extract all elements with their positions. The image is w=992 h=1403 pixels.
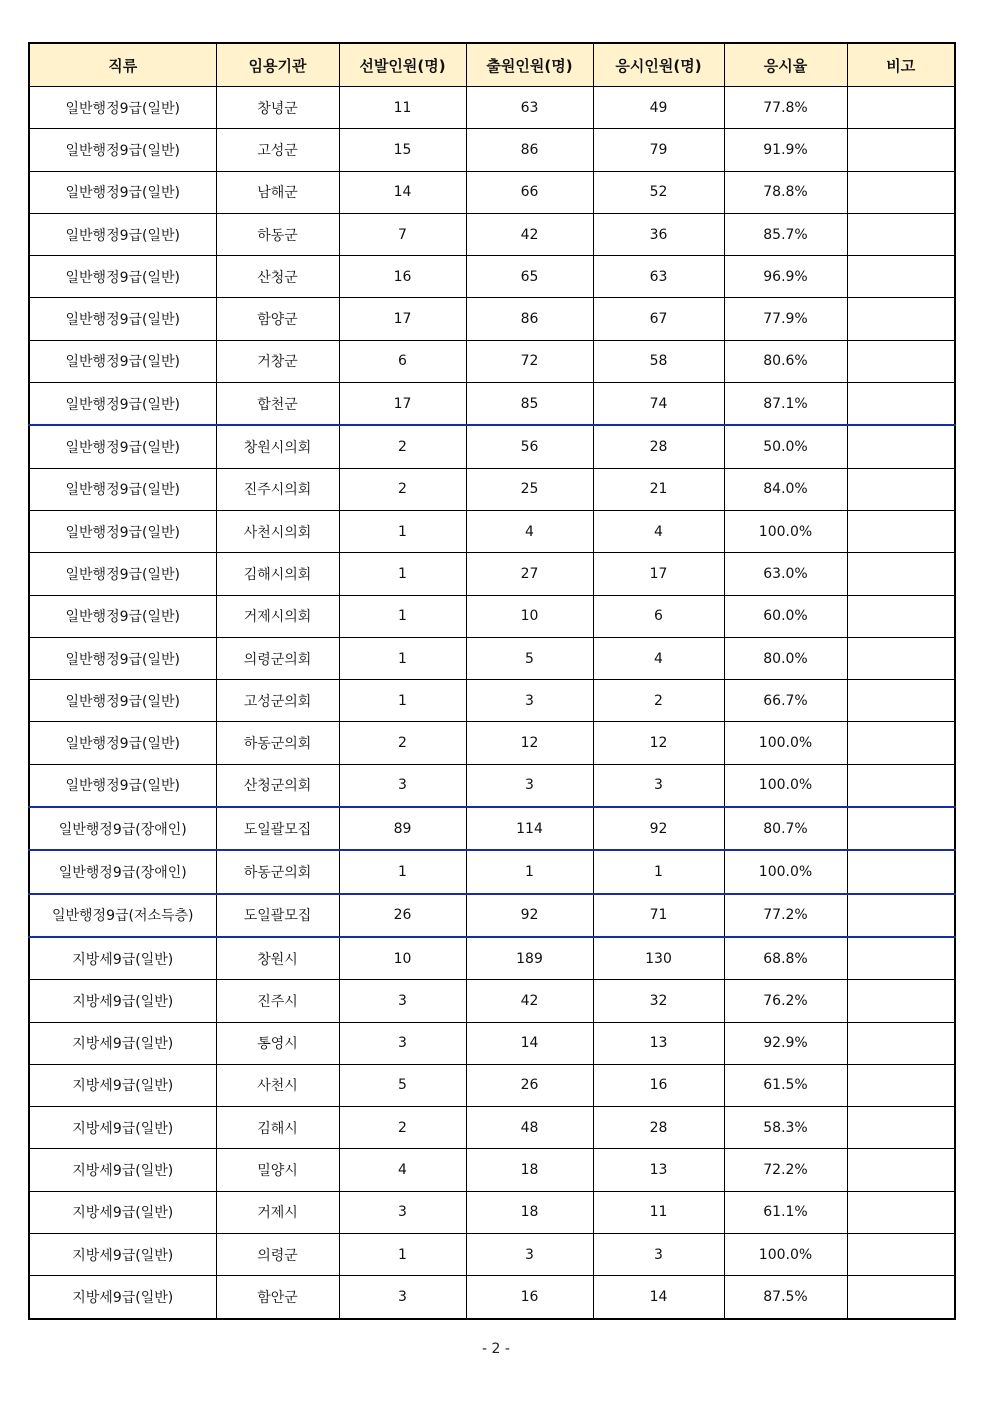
header-selected-count: 선발인원(명) bbox=[339, 43, 466, 87]
cell-selected-count: 3 bbox=[339, 1276, 466, 1319]
cell-attendance-rate: 77.9% bbox=[724, 298, 847, 340]
cell-organization: 하동군 bbox=[216, 213, 339, 255]
cell-job-type: 일반행정9급(일반) bbox=[29, 383, 216, 426]
table-row bbox=[29, 937, 955, 980]
cell-note bbox=[847, 510, 955, 552]
cell-organization: 합천군 bbox=[216, 383, 339, 426]
cell-organization: 산청군 bbox=[216, 256, 339, 298]
cell-selected-count: 2 bbox=[339, 468, 466, 510]
cell-organization: 김해시의회 bbox=[216, 553, 339, 595]
cell-note bbox=[847, 680, 955, 722]
cell-selected-count: 17 bbox=[339, 298, 466, 340]
applicant-stats-table bbox=[28, 42, 956, 1320]
cell-job-type: 일반행정9급(일반) bbox=[29, 680, 216, 722]
cell-applied-count: 42 bbox=[466, 213, 593, 255]
cell-organization: 창원시 bbox=[216, 937, 339, 980]
cell-applied-count: 3 bbox=[466, 680, 593, 722]
cell-attended-count: 74 bbox=[593, 383, 724, 426]
cell-attended-count: 6 bbox=[593, 595, 724, 637]
cell-attended-count: 3 bbox=[593, 1234, 724, 1276]
cell-organization: 창녕군 bbox=[216, 87, 339, 129]
cell-attended-count: 11 bbox=[593, 1191, 724, 1233]
cell-selected-count: 1 bbox=[339, 850, 466, 893]
table-row bbox=[29, 764, 955, 807]
cell-selected-count: 3 bbox=[339, 1022, 466, 1064]
cell-organization: 도일괄모집 bbox=[216, 807, 339, 850]
cell-attended-count: 13 bbox=[593, 1149, 724, 1191]
table-row bbox=[29, 553, 955, 595]
cell-organization: 고성군 bbox=[216, 129, 339, 171]
cell-organization: 진주시 bbox=[216, 980, 339, 1022]
cell-job-type: 지방세9급(일반) bbox=[29, 1107, 216, 1149]
cell-attended-count: 2 bbox=[593, 680, 724, 722]
cell-selected-count: 3 bbox=[339, 764, 466, 807]
cell-selected-count: 7 bbox=[339, 213, 466, 255]
cell-attendance-rate: 68.8% bbox=[724, 937, 847, 980]
cell-selected-count: 26 bbox=[339, 894, 466, 937]
cell-organization: 거제시의회 bbox=[216, 595, 339, 637]
cell-attendance-rate: 61.5% bbox=[724, 1064, 847, 1106]
cell-note bbox=[847, 425, 955, 468]
cell-organization: 밀양시 bbox=[216, 1149, 339, 1191]
table-row bbox=[29, 637, 955, 679]
cell-job-type: 지방세9급(일반) bbox=[29, 1064, 216, 1106]
table-row bbox=[29, 468, 955, 510]
cell-attended-count: 4 bbox=[593, 510, 724, 552]
header-attendance-rate: 응시율 bbox=[724, 43, 847, 87]
cell-attended-count: 92 bbox=[593, 807, 724, 850]
cell-applied-count: 18 bbox=[466, 1191, 593, 1233]
cell-note bbox=[847, 87, 955, 129]
cell-note bbox=[847, 980, 955, 1022]
table-row bbox=[29, 1107, 955, 1149]
cell-applied-count: 92 bbox=[466, 894, 593, 937]
cell-attended-count: 17 bbox=[593, 553, 724, 595]
cell-attended-count: 71 bbox=[593, 894, 724, 937]
cell-selected-count: 1 bbox=[339, 595, 466, 637]
cell-note bbox=[847, 1022, 955, 1064]
cell-selected-count: 5 bbox=[339, 1064, 466, 1106]
cell-job-type: 일반행정9급(일반) bbox=[29, 468, 216, 510]
cell-note bbox=[847, 340, 955, 382]
cell-attendance-rate: 100.0% bbox=[724, 1234, 847, 1276]
cell-attendance-rate: 50.0% bbox=[724, 425, 847, 468]
cell-note bbox=[847, 1276, 955, 1319]
cell-attended-count: 28 bbox=[593, 1107, 724, 1149]
cell-job-type: 일반행정9급(일반) bbox=[29, 340, 216, 382]
cell-note bbox=[847, 1107, 955, 1149]
cell-note bbox=[847, 1234, 955, 1276]
cell-applied-count: 3 bbox=[466, 764, 593, 807]
cell-applied-count: 1 bbox=[466, 850, 593, 893]
cell-attendance-rate: 87.1% bbox=[724, 383, 847, 426]
cell-job-type: 지방세9급(일반) bbox=[29, 1234, 216, 1276]
cell-applied-count: 5 bbox=[466, 637, 593, 679]
cell-job-type: 일반행정9급(일반) bbox=[29, 87, 216, 129]
cell-organization: 남해군 bbox=[216, 171, 339, 213]
cell-selected-count: 3 bbox=[339, 1191, 466, 1233]
cell-selected-count: 2 bbox=[339, 722, 466, 764]
cell-job-type: 일반행정9급(일반) bbox=[29, 298, 216, 340]
header-organization: 임용기관 bbox=[216, 43, 339, 87]
cell-applied-count: 56 bbox=[466, 425, 593, 468]
table-row bbox=[29, 1276, 955, 1319]
cell-attended-count: 28 bbox=[593, 425, 724, 468]
cell-attendance-rate: 60.0% bbox=[724, 595, 847, 637]
cell-applied-count: 85 bbox=[466, 383, 593, 426]
cell-attendance-rate: 80.6% bbox=[724, 340, 847, 382]
cell-attended-count: 63 bbox=[593, 256, 724, 298]
cell-applied-count: 86 bbox=[466, 298, 593, 340]
cell-attendance-rate: 80.7% bbox=[724, 807, 847, 850]
cell-applied-count: 4 bbox=[466, 510, 593, 552]
cell-attendance-rate: 58.3% bbox=[724, 1107, 847, 1149]
cell-attendance-rate: 100.0% bbox=[724, 764, 847, 807]
header-job-type: 직류 bbox=[29, 43, 216, 87]
cell-note bbox=[847, 129, 955, 171]
cell-applied-count: 12 bbox=[466, 722, 593, 764]
cell-note bbox=[847, 1191, 955, 1233]
cell-job-type: 일반행정9급(장애인) bbox=[29, 850, 216, 893]
cell-attendance-rate: 100.0% bbox=[724, 850, 847, 893]
cell-selected-count: 6 bbox=[339, 340, 466, 382]
cell-attended-count: 14 bbox=[593, 1276, 724, 1319]
cell-attended-count: 130 bbox=[593, 937, 724, 980]
cell-selected-count: 3 bbox=[339, 980, 466, 1022]
cell-job-type: 일반행정9급(일반) bbox=[29, 764, 216, 807]
cell-organization: 사천시의회 bbox=[216, 510, 339, 552]
cell-selected-count: 4 bbox=[339, 1149, 466, 1191]
table-row bbox=[29, 807, 955, 850]
cell-job-type: 지방세9급(일반) bbox=[29, 1149, 216, 1191]
cell-organization: 도일괄모집 bbox=[216, 894, 339, 937]
cell-attendance-rate: 77.8% bbox=[724, 87, 847, 129]
cell-selected-count: 1 bbox=[339, 1234, 466, 1276]
cell-applied-count: 16 bbox=[466, 1276, 593, 1319]
cell-note bbox=[847, 722, 955, 764]
cell-attended-count: 1 bbox=[593, 850, 724, 893]
cell-attendance-rate: 72.2% bbox=[724, 1149, 847, 1191]
cell-organization: 고성군의회 bbox=[216, 680, 339, 722]
cell-attendance-rate: 85.7% bbox=[724, 213, 847, 255]
cell-attendance-rate: 66.7% bbox=[724, 680, 847, 722]
cell-applied-count: 10 bbox=[466, 595, 593, 637]
cell-applied-count: 189 bbox=[466, 937, 593, 980]
header-applied-count: 출원인원(명) bbox=[466, 43, 593, 87]
cell-attendance-rate: 63.0% bbox=[724, 553, 847, 595]
cell-selected-count: 15 bbox=[339, 129, 466, 171]
cell-organization: 함안군 bbox=[216, 1276, 339, 1319]
table-row bbox=[29, 510, 955, 552]
cell-attended-count: 32 bbox=[593, 980, 724, 1022]
table-row bbox=[29, 213, 955, 255]
cell-attendance-rate: 61.1% bbox=[724, 1191, 847, 1233]
cell-applied-count: 86 bbox=[466, 129, 593, 171]
cell-applied-count: 65 bbox=[466, 256, 593, 298]
cell-applied-count: 3 bbox=[466, 1234, 593, 1276]
table-row bbox=[29, 383, 955, 426]
cell-note bbox=[847, 807, 955, 850]
cell-attended-count: 12 bbox=[593, 722, 724, 764]
cell-selected-count: 1 bbox=[339, 510, 466, 552]
cell-job-type: 지방세9급(일반) bbox=[29, 1276, 216, 1319]
cell-note bbox=[847, 595, 955, 637]
cell-note bbox=[847, 1064, 955, 1106]
cell-job-type: 지방세9급(일반) bbox=[29, 1191, 216, 1233]
cell-applied-count: 27 bbox=[466, 553, 593, 595]
cell-attended-count: 58 bbox=[593, 340, 724, 382]
cell-selected-count: 2 bbox=[339, 425, 466, 468]
cell-attended-count: 67 bbox=[593, 298, 724, 340]
cell-selected-count: 17 bbox=[339, 383, 466, 426]
cell-applied-count: 66 bbox=[466, 171, 593, 213]
table-header bbox=[29, 43, 955, 87]
cell-attended-count: 16 bbox=[593, 1064, 724, 1106]
cell-job-type: 지방세9급(일반) bbox=[29, 980, 216, 1022]
cell-job-type: 일반행정9급(일반) bbox=[29, 425, 216, 468]
cell-organization: 창원시의회 bbox=[216, 425, 339, 468]
cell-attendance-rate: 84.0% bbox=[724, 468, 847, 510]
cell-job-type: 일반행정9급(일반) bbox=[29, 510, 216, 552]
page-number: - 2 - bbox=[482, 1341, 510, 1357]
cell-selected-count: 1 bbox=[339, 680, 466, 722]
table-row bbox=[29, 256, 955, 298]
table-row bbox=[29, 850, 955, 893]
cell-applied-count: 25 bbox=[466, 468, 593, 510]
cell-selected-count: 89 bbox=[339, 807, 466, 850]
cell-applied-count: 18 bbox=[466, 1149, 593, 1191]
cell-attendance-rate: 100.0% bbox=[724, 510, 847, 552]
table-row bbox=[29, 340, 955, 382]
cell-applied-count: 114 bbox=[466, 807, 593, 850]
cell-note bbox=[847, 1149, 955, 1191]
table-row bbox=[29, 980, 955, 1022]
table-row bbox=[29, 1234, 955, 1276]
cell-organization: 산청군의회 bbox=[216, 764, 339, 807]
cell-attended-count: 36 bbox=[593, 213, 724, 255]
cell-applied-count: 26 bbox=[466, 1064, 593, 1106]
cell-selected-count: 16 bbox=[339, 256, 466, 298]
cell-applied-count: 63 bbox=[466, 87, 593, 129]
cell-note bbox=[847, 637, 955, 679]
cell-selected-count: 11 bbox=[339, 87, 466, 129]
cell-attendance-rate: 77.2% bbox=[724, 894, 847, 937]
cell-organization: 의령군의회 bbox=[216, 637, 339, 679]
cell-applied-count: 42 bbox=[466, 980, 593, 1022]
cell-organization: 하동군의회 bbox=[216, 722, 339, 764]
cell-job-type: 지방세9급(일반) bbox=[29, 1022, 216, 1064]
table-row bbox=[29, 595, 955, 637]
cell-job-type: 지방세9급(일반) bbox=[29, 937, 216, 980]
cell-organization: 하동군의회 bbox=[216, 850, 339, 893]
cell-attendance-rate: 92.9% bbox=[724, 1022, 847, 1064]
cell-selected-count: 1 bbox=[339, 637, 466, 679]
cell-attendance-rate: 91.9% bbox=[724, 129, 847, 171]
table-row bbox=[29, 680, 955, 722]
cell-organization: 거창군 bbox=[216, 340, 339, 382]
header-row bbox=[29, 43, 955, 87]
cell-note bbox=[847, 298, 955, 340]
cell-attended-count: 13 bbox=[593, 1022, 724, 1064]
cell-organization: 거제시 bbox=[216, 1191, 339, 1233]
cell-note bbox=[847, 850, 955, 893]
cell-organization: 김해시 bbox=[216, 1107, 339, 1149]
cell-organization: 통영시 bbox=[216, 1022, 339, 1064]
table-row bbox=[29, 298, 955, 340]
cell-organization: 함양군 bbox=[216, 298, 339, 340]
cell-job-type: 일반행정9급(일반) bbox=[29, 553, 216, 595]
cell-note bbox=[847, 894, 955, 937]
cell-attendance-rate: 80.0% bbox=[724, 637, 847, 679]
table-row bbox=[29, 1149, 955, 1191]
table-row bbox=[29, 87, 955, 129]
cell-attendance-rate: 76.2% bbox=[724, 980, 847, 1022]
cell-note bbox=[847, 937, 955, 980]
cell-job-type: 일반행정9급(일반) bbox=[29, 171, 216, 213]
header-note: 비고 bbox=[847, 43, 955, 87]
cell-note bbox=[847, 171, 955, 213]
cell-attended-count: 21 bbox=[593, 468, 724, 510]
cell-attendance-rate: 78.8% bbox=[724, 171, 847, 213]
table-row bbox=[29, 1191, 955, 1233]
cell-selected-count: 1 bbox=[339, 553, 466, 595]
cell-selected-count: 2 bbox=[339, 1107, 466, 1149]
cell-selected-count: 14 bbox=[339, 171, 466, 213]
cell-attended-count: 4 bbox=[593, 637, 724, 679]
cell-job-type: 일반행정9급(일반) bbox=[29, 595, 216, 637]
table-row bbox=[29, 1064, 955, 1106]
cell-attendance-rate: 96.9% bbox=[724, 256, 847, 298]
header-attended-count: 응시인원(명) bbox=[593, 43, 724, 87]
cell-note bbox=[847, 383, 955, 426]
cell-organization: 의령군 bbox=[216, 1234, 339, 1276]
cell-applied-count: 14 bbox=[466, 1022, 593, 1064]
cell-attendance-rate: 87.5% bbox=[724, 1276, 847, 1319]
cell-applied-count: 48 bbox=[466, 1107, 593, 1149]
cell-job-type: 일반행정9급(일반) bbox=[29, 722, 216, 764]
cell-attendance-rate: 100.0% bbox=[724, 722, 847, 764]
cell-job-type: 일반행정9급(장애인) bbox=[29, 807, 216, 850]
table-row bbox=[29, 425, 955, 468]
cell-note bbox=[847, 256, 955, 298]
cell-selected-count: 10 bbox=[339, 937, 466, 980]
cell-attended-count: 3 bbox=[593, 764, 724, 807]
cell-attended-count: 79 bbox=[593, 129, 724, 171]
table-row bbox=[29, 1022, 955, 1064]
cell-job-type: 일반행정9급(일반) bbox=[29, 637, 216, 679]
cell-note bbox=[847, 553, 955, 595]
table-row bbox=[29, 129, 955, 171]
cell-organization: 사천시 bbox=[216, 1064, 339, 1106]
cell-job-type: 일반행정9급(일반) bbox=[29, 256, 216, 298]
cell-job-type: 일반행정9급(일반) bbox=[29, 213, 216, 255]
table-body bbox=[29, 87, 955, 1319]
table-row bbox=[29, 722, 955, 764]
cell-note bbox=[847, 468, 955, 510]
table-row bbox=[29, 171, 955, 213]
table-row bbox=[29, 894, 955, 937]
cell-attended-count: 52 bbox=[593, 171, 724, 213]
cell-job-type: 일반행정9급(저소득층) bbox=[29, 894, 216, 937]
cell-organization: 진주시의회 bbox=[216, 468, 339, 510]
cell-note bbox=[847, 213, 955, 255]
cell-applied-count: 72 bbox=[466, 340, 593, 382]
cell-attended-count: 49 bbox=[593, 87, 724, 129]
cell-job-type: 일반행정9급(일반) bbox=[29, 129, 216, 171]
cell-note bbox=[847, 764, 955, 807]
